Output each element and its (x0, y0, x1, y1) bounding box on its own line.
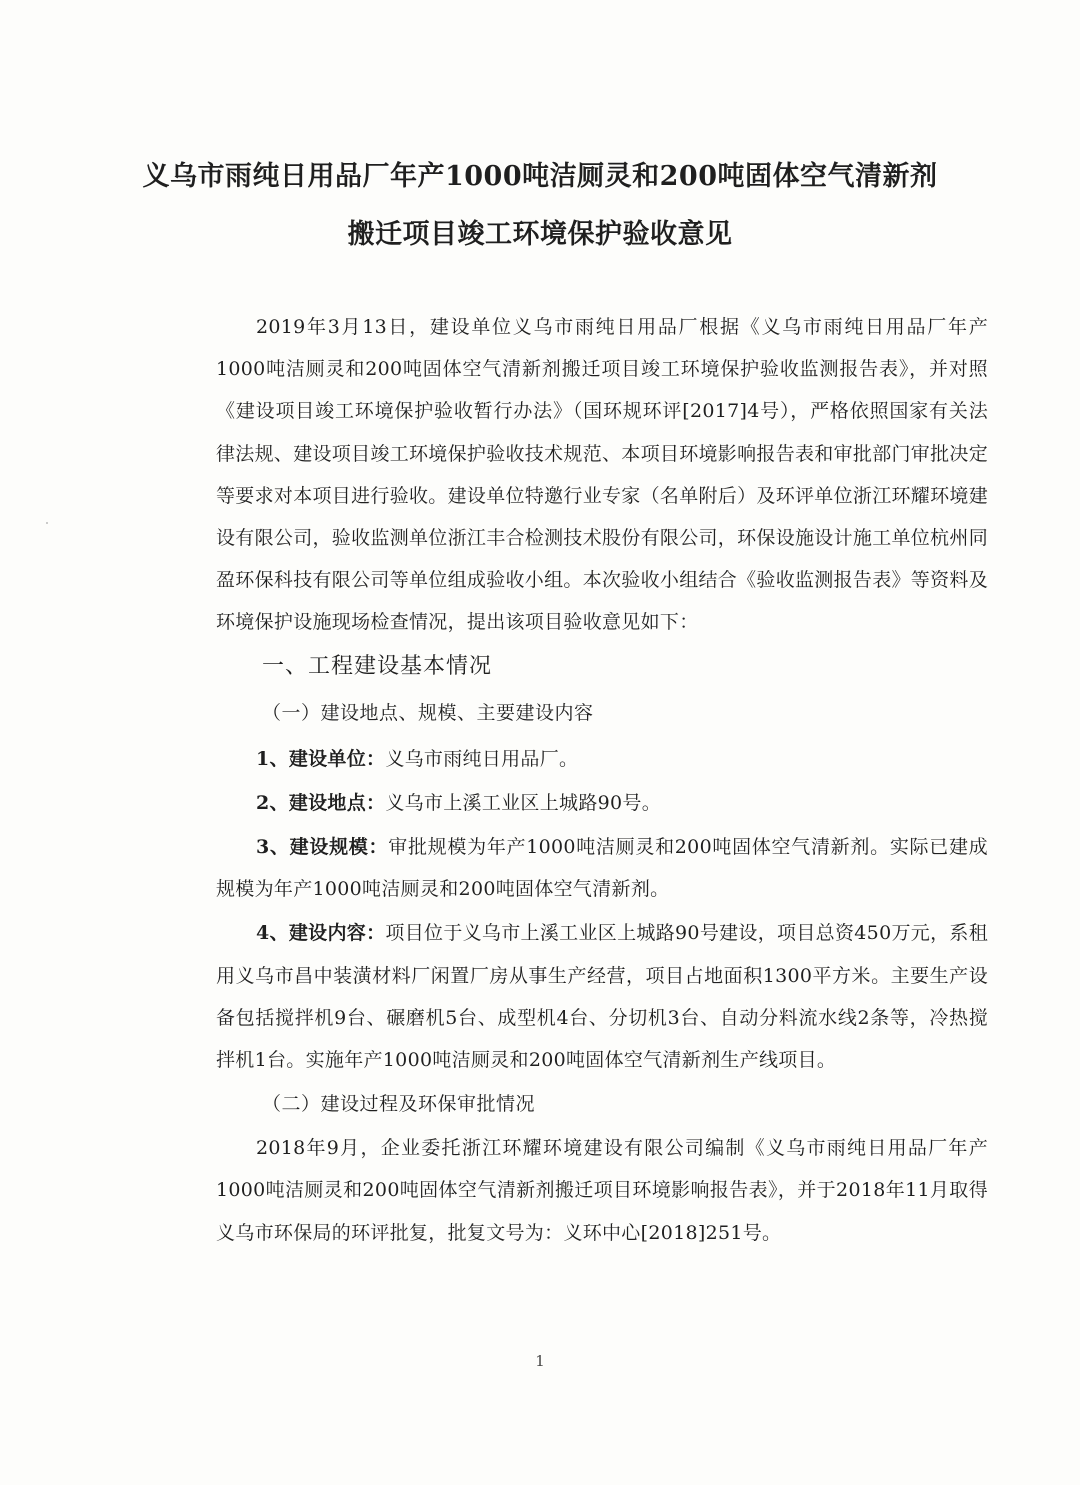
item-text: 审批规模为年产1000吨洁厕灵和200吨固体空气清新剂。实际已建成规模为年产1000吨洁厕灵和200吨固体空气清新剂。 (216, 836, 988, 901)
page-number: 1 (535, 1352, 545, 1370)
title-line-1: 义乌市雨纯日用品厂年产1000吨洁厕灵和200吨固体空气清新剂 (142, 161, 938, 192)
item-construction-unit (216, 738, 988, 780)
item-label: 4、建设内容： (256, 922, 386, 945)
item-text: 义乌市雨纯日用品厂。 (385, 747, 579, 770)
item-text: 项目位于义乌市上溪工业区上城路90号建设，项目总资450万元，系租用义乌市昌中装潢材料厂闲置厂房从事生产经营，项目占地面积1300平方米。主要生产设备包括搅拌机9台、碾磨机5台、成型机4台、分切机3台、自动分料流水线2条等，冷热搅拌机1台。实施年产1000吨洁厕灵和200吨固体空气清新剂生产线项目。 (216, 922, 988, 1072)
subsection-heading-1: （一）建设地点、规模、主要建设内容 (262, 701, 594, 724)
item-label: 3、建设规模： (256, 836, 389, 859)
section-heading: 一、工程建设基本情况 (262, 653, 493, 679)
approval-paragraph: 2018年9月，企业委托浙江环耀环境建设有限公司编制《义乌市雨纯日用品厂年产1000吨洁厕灵和200吨固体空气清新剂搬迁项目环境影响报告表》，并于2018年11月取得义乌市环保局的环评批复，批复文号为：义环中心[2018]251号。 (216, 1137, 988, 1244)
item-text: 义乌市上溪工业区上城路90号。 (385, 791, 662, 814)
document-title (60, 148, 1020, 264)
item-construction-content (216, 912, 988, 1081)
item-construction-location (216, 782, 988, 824)
title-line-2: 搬迁项目竣工环境保护验收意见 (347, 219, 733, 250)
scan-speck (46, 522, 48, 524)
intro-paragraph: 2019年3月13日，建设单位义乌市雨纯日用品厂根据《义乌市雨纯日用品厂年产1000吨洁厕灵和200吨固体空气清新剂搬迁项目竣工环境保护验收监测报告表》，并对照《建设项目竣工环境保护验收暂行办法》（国环规环评[2017]4号），严格依照国家有关法律法规、建设项目竣工环境保护验收技术规范、本项目环境影响报告表和审批部门审批决定等要求对本项目进行验收。建设单位特邀行业专家（名单附后）及环评单位浙江环耀环境建设有限公司，验收监测单位浙江丰合检测技术股份有限公司，环保设施设计施工单位杭州同盈环保科技有限公司等单位组成验收小组。本次验收小组结合《验收监测报告表》等资料及环境保护设施现场检查情况，提出该项目验收意见如下： (216, 316, 989, 634)
item-label: 2、建设地点： (256, 791, 386, 814)
document-body (216, 306, 988, 1254)
item-label: 1、建设单位： (256, 747, 386, 770)
item-construction-scale (216, 826, 988, 910)
subsection-heading-2: （二）建设过程及环保审批情况 (262, 1093, 536, 1116)
